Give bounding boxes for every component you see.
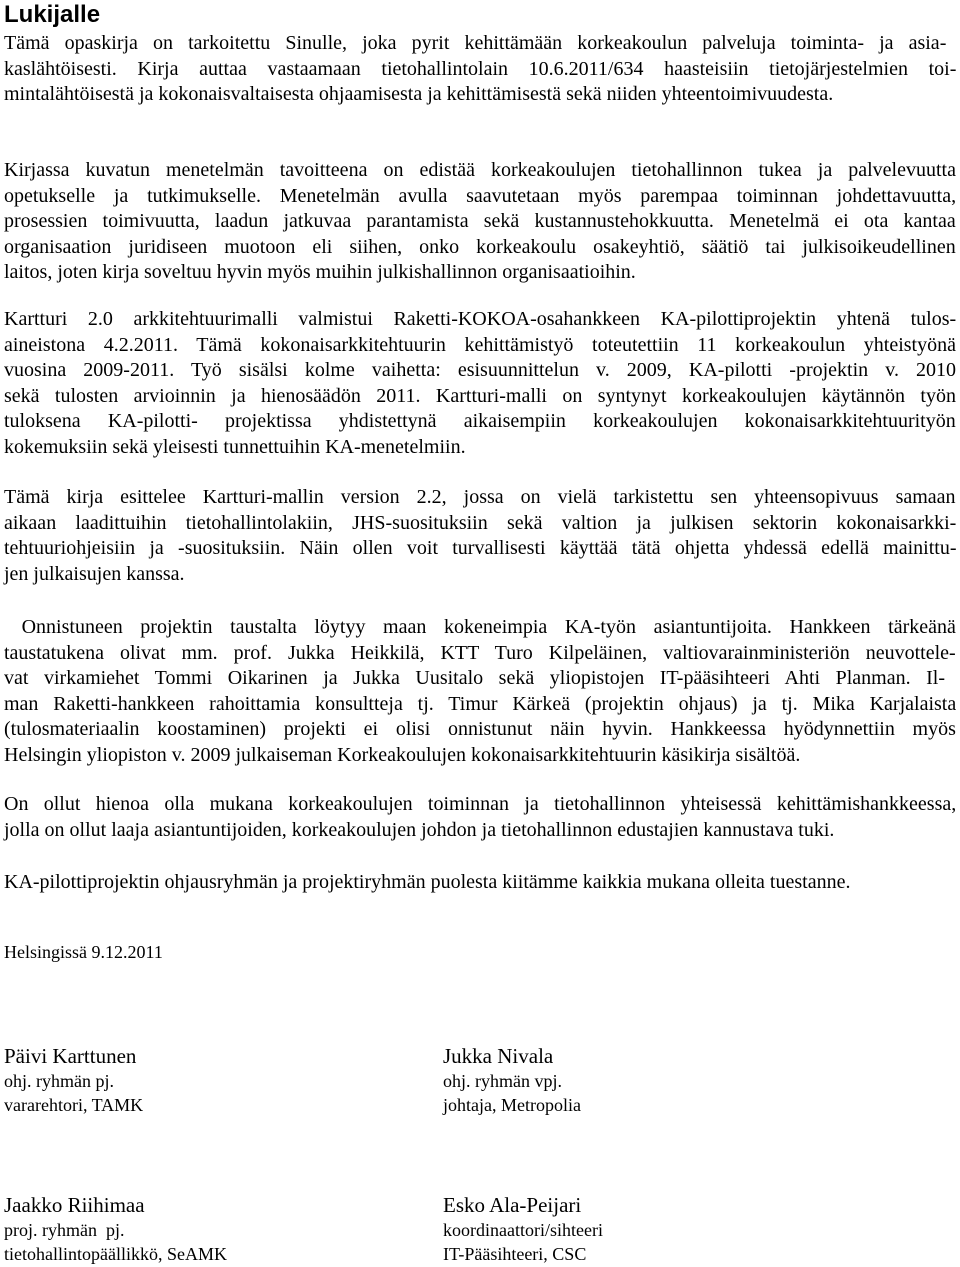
text-line: Tämä kirja esittelee Kartturi-mallin version 2.2, jossa on vielä tarkistettu sen yhteensopivuus samaan: [4, 486, 956, 508]
text-line: organisaation juridiseen muotoon eli siihen, onko korkeakoulu osakeyhtiö, säätiö tai julkisoikeudellinen: [4, 235, 956, 258]
page-title: Lukijalle: [4, 1, 101, 28]
text-line: KA-pilottiprojektin ohjausryhmän ja projektiryhmän puolesta kiitämme kaikkia mukana olleita tuestanne.: [4, 871, 851, 893]
signatory-title: IT-Pääsihteeri, CSC: [443, 1244, 587, 1264]
paragraph-method-goal: [4, 158, 956, 286]
signature-block: [4, 1043, 143, 1117]
signature-block: [443, 1043, 581, 1117]
text-line: Tämä opaskirja on tarkoitettu Sinulle, joka pyrit kehittämään korkeakoulun palveluja toiminta- ja asia-: [4, 32, 947, 54]
text-line: kaslähtöisesti. Kirja auttaa vastaamaan tietohallintolain 10.6.2011/634 haasteisiin tietojärjestelmien toi-: [4, 57, 957, 80]
paragraph-thanks: [4, 792, 956, 843]
text-line: vat virkamiehet Tommi Oikarinen ja Jukka Uusitalo sekä yliopistojen IT-pääsihteeri Ahti Planman. Il-: [4, 667, 946, 689]
signatory-title: tietohallintopäällikkö, SeAMK: [4, 1244, 227, 1264]
text-line: mintalähtöisestä ja kokonaisvaltaisesta ohjaamisesta ja kehittämisestä sekä niiden yhteentoimivuudesta.: [4, 83, 834, 105]
text-line: Kartturi 2.0 arkkitehtuurimalli valmistui Raketti-KOKOA-osahankkeen KA-pilottiprojektin yhtenä tulos-: [4, 308, 957, 330]
text-line: tehtuuriohjeisiin ja -suosituksiin. Näin ollen voit turvallisesti käyttää tätä ohjetta yhdessä edellä mainittu-: [4, 537, 957, 559]
signature-block: [4, 1192, 227, 1266]
text-line: opetukselle ja tutkimukselle. Menetelmän avulla saavutetaan myös parempaa toiminnan johdettavuutta,: [4, 184, 957, 207]
signatory-title: vararehtori, TAMK: [4, 1095, 144, 1115]
place-and-date: Helsingissä 9.12.2011: [4, 942, 163, 962]
text-line: aikaan laadittuihin tietohallintolakiin, JHS-suosituksiin sekä valtion ja julkisen sektorin kokonaisarkki-: [4, 511, 957, 534]
signatory-title: johtaja, Metropolia: [443, 1095, 581, 1115]
text-line: Helsingin yliopiston v. 2009 julkaiseman Korkeakoulujen kokonaisarkkitehtuurin käsikirja sisältöä.: [4, 743, 801, 766]
text-line: vuosina 2009-2011. Työ sisälsi kolme vaihetta: esisuunnittelun v. 2009, KA-pilotti -projektin v. 2010: [4, 359, 957, 381]
paragraph-kartturi-history: [4, 307, 956, 460]
signatory-role: koordinaattori/sihteeri: [443, 1220, 603, 1240]
text-line: tuloksena KA-pilotti- projektissa yhdistettynä aikaisempiin korkeakoulujen kokonaisarkkitehtuurityön: [4, 410, 956, 432]
text-line: Kirjassa kuvatun menetelmän tavoitteena on edistää korkeakoulujen tietohallinnon tukea ja palvelevuutta: [4, 159, 956, 181]
paragraph-intro: [4, 31, 956, 108]
paragraph-experts: [4, 615, 956, 768]
text-line: Onnistuneen projektin taustalta löytyy maan kokeneimpia KA-työn asiantuntijoita. Hankkeen tärkeänä: [4, 616, 956, 638]
signatory-name: Jaakko Riihimaa: [4, 1193, 145, 1217]
text-line: (tulosmateriaalin koostaminen) projekti ei olisi onnistunut näin hyvin. Hankkeessa hyödynnettiin myös: [4, 718, 956, 740]
paragraph-version: [4, 485, 956, 587]
text-line: jen julkaisujen kanssa.: [4, 562, 185, 585]
signatory-name: Päivi Karttunen: [4, 1044, 137, 1068]
signatory-role: ohj. ryhmän vpj.: [443, 1071, 562, 1091]
signatory-role: proj. ryhmän pj.: [4, 1220, 125, 1240]
signatory-name: Jukka Nivala: [443, 1044, 554, 1068]
signatory-role: ohj. ryhmän pj.: [4, 1071, 114, 1091]
text-line: aineistona 4.2.2011. Tämä kokonaisarkkitehtuurin kehittämistyö toteutettiin 11 korkeakoulun yhteistyönä: [4, 333, 956, 356]
signature-block: [443, 1192, 603, 1266]
text-line: taustatukena olivat mm. prof. Jukka Heikkilä, KTT Turo Kilpeläinen, valtiovarainministeriön neuvottele-: [4, 641, 956, 664]
text-line: sekä tulosten arvioinnin ja hienosäädön 2011. Kartturi-malli on syntynyt korkeakoulujen käytännön työn: [4, 384, 956, 407]
signatory-name: Esko Ala-Peijari: [443, 1193, 582, 1217]
text-line: kokemuksiin sekä yleisesti tunnettuihin KA-menetelmiin.: [4, 435, 466, 458]
text-line: prosessien toimivuutta, laadun jatkuvaa parantamista sekä kustannustehokkuutta. Menetelmä ei ota kantaa: [4, 210, 956, 232]
text-line: man Raketti-hankkeen rahoittamia konsultteja tj. Timur Kärkeä (projektin ohjaus) ja tj. Mika Karjalaista: [4, 692, 957, 715]
text-line: laitos, joten kirja soveltuu hyvin myös muihin julkishallinnon organisaatioihin.: [4, 261, 636, 283]
paragraph-closing: [4, 870, 956, 896]
text-line: jolla on ollut laaja asiantuntijoiden, korkeakoulujen johdon ja tietohallinnon edustajien kannustava tuki.: [4, 818, 835, 841]
text-line: On ollut hienoa olla mukana korkeakoulujen toiminnan ja tietohallinnon yhteisessä kehittämishankkeessa,: [4, 793, 957, 815]
